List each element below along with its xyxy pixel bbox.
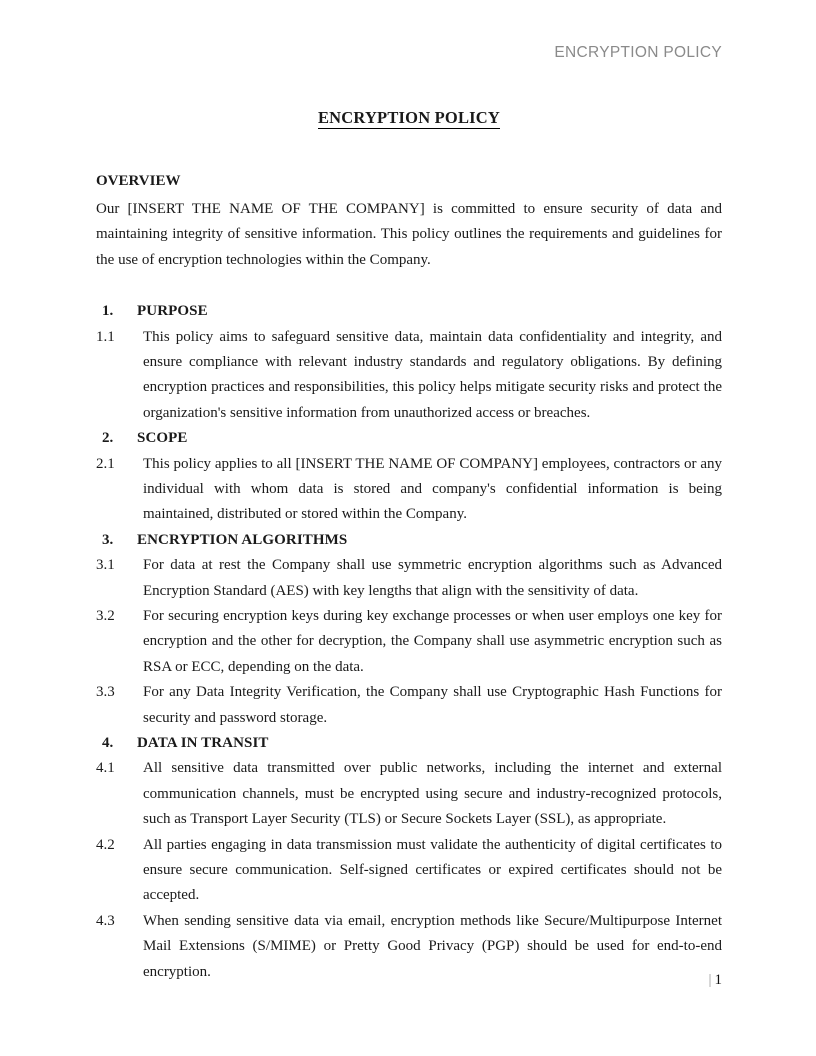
footer-separator: | [708, 972, 712, 988]
section-encryption-algorithms [96, 528, 722, 731]
clause-text: This policy applies to all [INSERT THE NAME OF COMPANY] employees, contractors or any individual with whom data is stored and company's confidential information is being maintained, distributed or stored within the Company. [143, 455, 722, 523]
section-number: 1. [102, 303, 114, 320]
clause-number: 2.1 [96, 455, 115, 472]
section-heading-row [96, 731, 722, 756]
clause-text: For securing encryption keys during key exchange processes or when user employs one key for encryption and the other for decryption, the Company shall use asymmetric encryption such as RSA or ECC, depending on the data. [143, 607, 722, 675]
overview-heading: OVERVIEW [96, 172, 181, 189]
section-purpose [96, 299, 722, 426]
clause-text: All parties engaging in data transmission must validate the authenticity of digital certificates to ensure secure communication. Self-signed certificates or expired certificates should not be accepted. [143, 836, 722, 904]
page-title [96, 108, 722, 129]
clause-number: 3.2 [96, 607, 115, 624]
page-footer [96, 971, 722, 989]
clause-number: 4.2 [96, 836, 115, 853]
clause-number: 4.3 [96, 912, 115, 929]
clause-row [96, 553, 722, 604]
clause-row [96, 325, 722, 427]
clause-row [96, 833, 722, 909]
section-number: 2. [102, 430, 114, 447]
section-number: 4. [102, 735, 114, 751]
clause-number: 3.3 [96, 684, 115, 701]
section-data-in-transit [96, 731, 722, 985]
section-heading-row [96, 426, 722, 451]
section-heading-text: ENCRYPTION ALGORITHMS [137, 531, 348, 548]
clause-row [96, 756, 722, 832]
document-body [96, 108, 722, 985]
clause-row [96, 604, 722, 680]
section-heading-row [96, 528, 722, 553]
clause-text: For data at rest the Company shall use symmetric encryption algorithms such as Advanced Encryption Standard (AES) with key lengths that align with the sensitivity of data. [143, 557, 722, 599]
footer-page-number: 1 [714, 972, 722, 988]
section-scope [96, 426, 722, 528]
overview-section [96, 171, 722, 273]
clause-row [96, 452, 722, 528]
section-heading-text: PURPOSE [137, 303, 208, 320]
clause-text: All sensitive data transmitted over public networks, including the internet and external communication channels, must be encrypted using secure and industry-recognized protocols, such as Transport Layer Security (TLS) or Secure Sockets Layer (SSL), as appropriate. [143, 760, 722, 828]
section-heading-row [96, 299, 722, 324]
section-heading-text: DATA IN TRANSIT [137, 735, 269, 751]
running-header: ENCRYPTION POLICY [554, 44, 722, 61]
overview-paragraph: Our [INSERT THE NAME OF THE COMPANY] is committed to ensure security of data and maintaining integrity of sensitive information. This policy outlines the requirements and guidelines for the use of encryption technologies within the Company. [96, 200, 722, 268]
clause-number: 3.1 [96, 557, 115, 574]
clause-text: This policy aims to safeguard sensitive data, maintain data confidentiality and integrity, and ensure compliance with relevant industry standards and regulatory obligations. By defining encryption practices and responsibilities, this policy helps mitigate security risks and protect the organization's sensitive information from unauthorized access or breaches. [143, 328, 722, 421]
clause-number: 1.1 [96, 328, 115, 345]
clause-row [96, 680, 722, 731]
section-number: 3. [102, 531, 114, 548]
clause-text: For any Data Integrity Verification, the Company shall use Cryptographic Hash Functions for security and password storage. [143, 684, 722, 726]
section-heading-text: SCOPE [137, 430, 188, 447]
clause-text: When sending sensitive data via email, encryption methods like Secure/Multipurpose Internet Mail Extensions (S/MIME) or Pretty Good Privacy (PGP) should be used for end-to-end encryption. [143, 912, 722, 980]
page-title-text: ENCRYPTION POLICY [317, 108, 501, 127]
clause-number: 4.1 [96, 760, 115, 777]
